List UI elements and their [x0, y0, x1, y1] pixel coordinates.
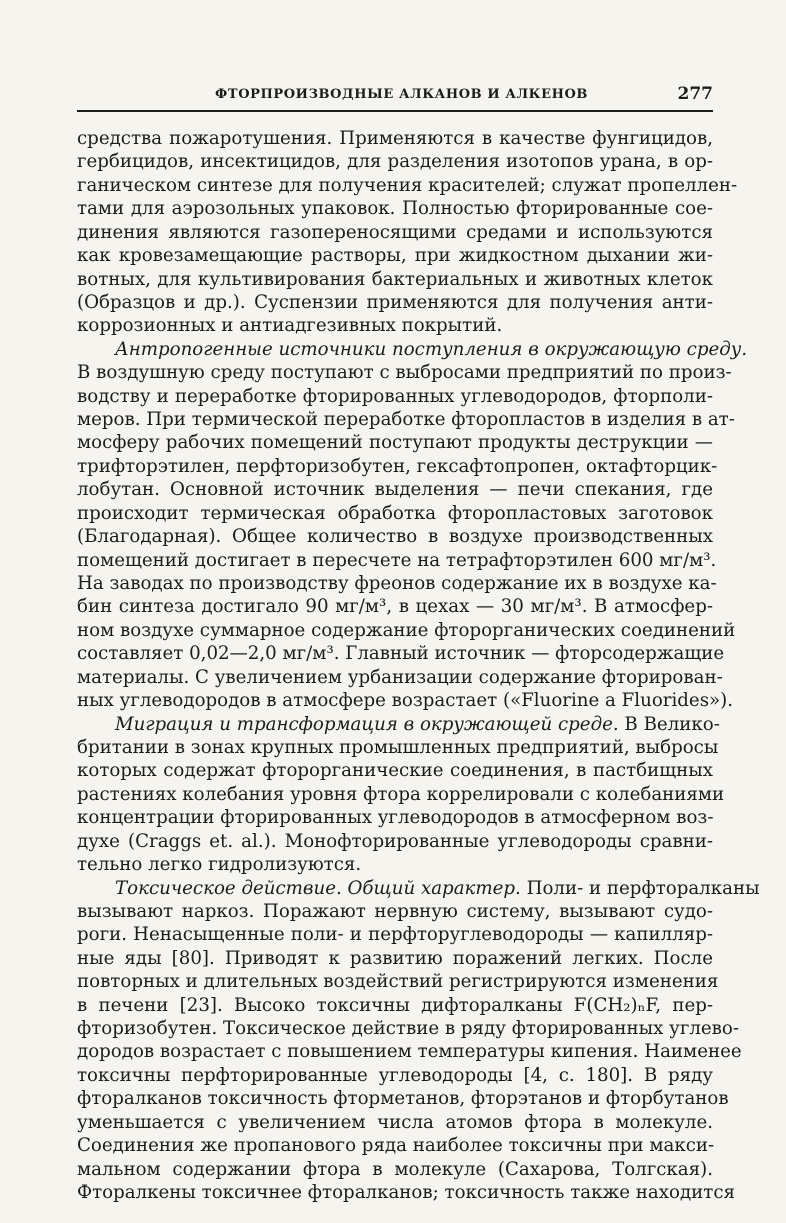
text-line: [77, 291, 713, 314]
text-line: [77, 713, 720, 736]
line-text: мальном содержании фтора в молекуле (Сахарова, Толгская).: [77, 1158, 713, 1180]
header-rule: [77, 110, 713, 112]
text-line: [77, 1087, 729, 1110]
line-text: динения являются газопереносящими средами и используются: [77, 221, 713, 243]
text-line: [77, 689, 734, 712]
body-text: [77, 127, 760, 1204]
line-text: ном воздухе суммарное содержание фторорганических соединений: [77, 619, 736, 641]
section-lead: Антропогенные источники поступления в окружающую среду.: [115, 338, 748, 360]
line-text: средства пожаротушения. Применяются в качестве фунгицидов,: [77, 128, 713, 149]
line-text: тами для аэрозольных упаковок. Полностью фторированные сое-: [77, 198, 713, 220]
line-text: повторных и длительных воздействий регистрируются изменения: [77, 971, 719, 993]
text-line: [77, 174, 738, 197]
text-line: [77, 150, 713, 173]
line-text: дородов возрастает с повышением температуры кипения. Наименее: [77, 1041, 742, 1063]
line-text: уменьшается с увеличением числа атомов фтора в молекуле.: [77, 1111, 713, 1133]
line-text: коррозионных и антиадгезивных покрытий.: [77, 315, 503, 337]
text-line: [77, 385, 713, 408]
text-line: [77, 314, 713, 337]
line-text: ных углеводородов в атмосфере возрастает («Fluorine a Fluorides»).: [77, 690, 734, 712]
text-line: [77, 806, 713, 829]
text-line: [77, 572, 717, 595]
line-text: вызывают наркоз. Поражают нервную систему, вызывают судо-: [77, 900, 713, 922]
text-line: [77, 595, 713, 618]
text-line: [77, 1158, 713, 1181]
text-line: [77, 783, 725, 806]
page-header: [77, 84, 713, 108]
line-text: токсичны перфторированные углеводороды [4, с. 180]. В ряду: [77, 1064, 713, 1086]
text-line: [77, 900, 713, 923]
line-text: мосферу рабочих помещений поступают продукты деструкции —: [77, 432, 713, 454]
text-line: [77, 994, 713, 1017]
text-line: [77, 221, 713, 244]
text-line: [77, 197, 713, 220]
line-text: В Велико-: [618, 713, 720, 735]
text-line: [77, 1040, 742, 1063]
text-line: [77, 1134, 713, 1157]
line-text: составляет 0,02—2,0 мг/м³. Главный источник — фторсодержащие: [77, 643, 725, 665]
line-text: роги. Ненасыщенные поли- и перфторуглеводороды — капилляр-: [77, 924, 713, 946]
line-text: На заводах по производству фреонов содержание их в воздухе ка-: [77, 573, 717, 595]
line-text: происходит термическая обработка фторопластовых заготовок: [77, 502, 713, 524]
text-line: [77, 408, 735, 431]
text-line: [77, 853, 713, 876]
line-text: которых содержат фторорганические соединения, в пастбищных: [77, 760, 713, 782]
text-line: [77, 268, 713, 291]
text-line: [77, 877, 760, 900]
text-line: [77, 455, 718, 478]
text-line: [77, 502, 713, 525]
text-line: [77, 1017, 740, 1040]
text-line: [77, 431, 713, 454]
line-text: ганическом синтезе для получения красителей; служат пропеллен-: [77, 174, 738, 196]
line-text: вотных, для культивирования бактериальных и животных клеток: [77, 268, 713, 290]
line-text: концентрации фторированных углеводородов в атмосферном воз-: [77, 807, 714, 829]
text-line: [77, 642, 725, 665]
text-line: [77, 619, 736, 642]
text-line: [77, 549, 717, 572]
line-text: тельно легко гидролизуются.: [77, 854, 362, 876]
text-line: [77, 338, 748, 361]
text-line: [77, 923, 713, 946]
text-line: [77, 1111, 713, 1134]
line-text: фторизобутен. Токсическое действие в ряду фторированных углево-: [77, 1018, 740, 1040]
text-line: [77, 525, 713, 548]
section-lead: Миграция и трансформация в окружающей среде.: [115, 713, 619, 735]
line-text: бин синтеза достигало 90 мг/м³, в цехах — 30 мг/м³. В атмосфер-: [77, 596, 713, 618]
line-text: ные яды [80]. Приводят к развитию поражений легких. После: [77, 947, 713, 969]
section-lead: Токсическое действие. Общий характер.: [115, 877, 521, 899]
line-text: растениях колебания уровня фтора коррелировали с колебаниями: [77, 783, 725, 805]
running-title: ФТОРПРОИЗВОДНЫЕ АЛКАНОВ И АЛКЕНОВ: [215, 87, 588, 102]
text-line: [77, 361, 732, 384]
line-text: В воздушную среду поступают с выбросами предприятий по произ-: [77, 362, 732, 384]
line-text: в печени [23]. Высоко токсичны дифторалканы F(CH₂)ₙF, пер-: [77, 994, 713, 1016]
text-line: [77, 666, 723, 689]
line-text: материалы. С увеличением урбанизации содержание фторирован-: [77, 666, 723, 688]
line-text: духе (Craggs et. al.). Монофторированные углеводороды сравни-: [77, 830, 713, 852]
page-number: 277: [677, 84, 713, 104]
text-line: [77, 127, 713, 150]
text-line: [77, 947, 713, 970]
line-text: помещений достигает в пересчете на тетрафторэтилен 600 мг/м³.: [77, 549, 717, 571]
line-text: водству и переработке фторированных углеводородов, фторполи-: [77, 385, 713, 407]
line-text: трифторэтилен, перфторизобутен, гексафтопропен, октафторцик-: [77, 455, 718, 477]
text-line: [77, 244, 713, 267]
text-line: [77, 759, 713, 782]
text-line: [77, 830, 713, 853]
line-text: Фторалкены токсичнее фторалканов; токсичность также находится: [77, 1181, 735, 1203]
line-text: (Образцов и др.). Суспензии применяются для получения анти-: [77, 291, 713, 313]
line-text: гербицидов, инсектицидов, для разделения изотопов урана, в ор-: [77, 151, 713, 173]
line-text: лобутан. Основной источник выделения — печи спекания, где: [77, 479, 713, 501]
text-line: [77, 1181, 735, 1204]
line-text: Соединения же пропанового ряда наиболее токсичны при макси-: [77, 1135, 715, 1157]
line-text: (Благодарная). Общее количество в воздухе производственных: [77, 526, 713, 548]
line-text: как кровезамещающие растворы, при жидкостном дыхании жи-: [77, 245, 713, 267]
line-text: меров. При термической переработке фторопластов в изделия в ат-: [77, 409, 735, 431]
line-text: Поли- и перфторалканы: [520, 877, 760, 899]
text-line: [77, 1064, 713, 1087]
text-line: [77, 970, 719, 993]
line-text: фторалканов токсичность фторметанов, фторэтанов и фторбутанов: [77, 1088, 729, 1110]
text-line: [77, 478, 713, 501]
text-line: [77, 736, 719, 759]
line-text: британии в зонах крупных промышленных предприятий, выбросы: [77, 736, 719, 758]
